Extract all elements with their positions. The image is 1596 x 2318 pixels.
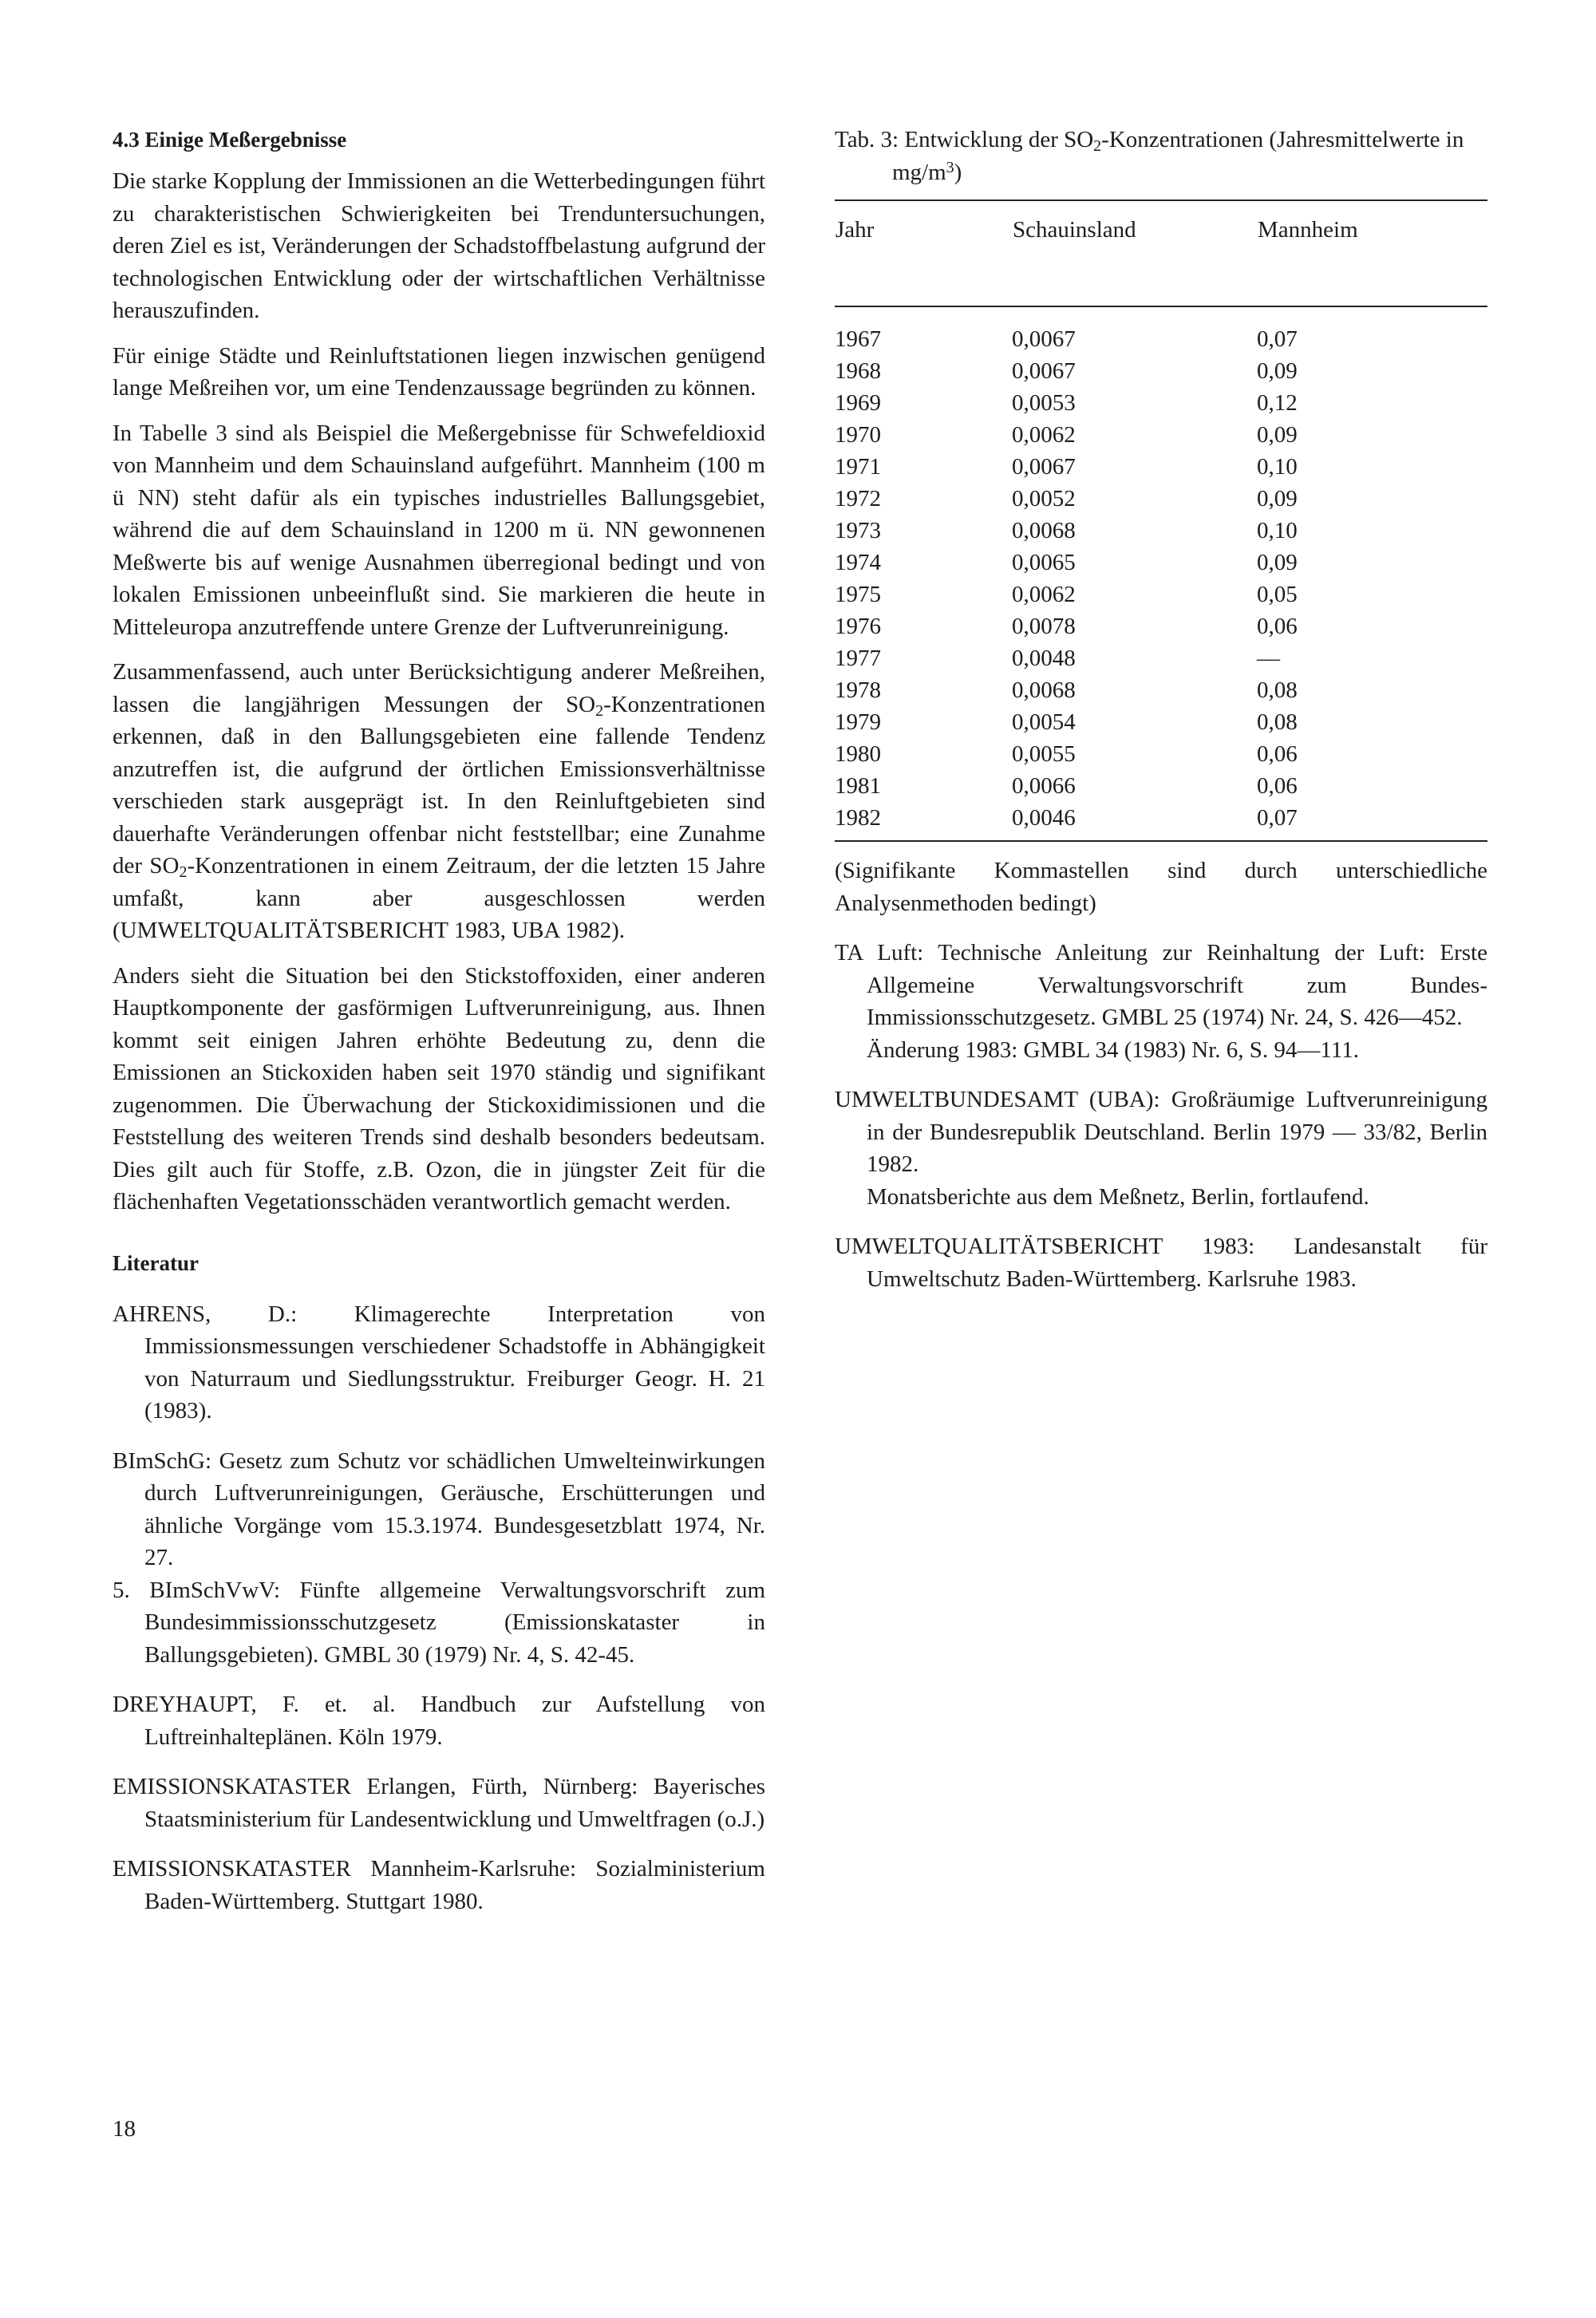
table-caption (835, 124, 1487, 188)
cell-mannheim: 0,05 (1257, 582, 1298, 607)
subscript: 2 (1093, 137, 1102, 155)
cell-year: 1970 (835, 422, 881, 448)
cell-schauinsland: 0,0066 (1012, 773, 1076, 799)
cell-year: 1976 (835, 614, 881, 639)
cell-schauinsland: 0,0062 (1012, 582, 1076, 607)
cell-schauinsland: 0,0067 (1012, 326, 1076, 352)
caption-part-a: Tab. 3: Entwicklung der SO (835, 127, 1094, 152)
paragraph-4 (113, 656, 765, 947)
caption-part-b: -Konzentrationen (Jahresmittelwerte in mg/m (892, 127, 1464, 185)
cell-schauinsland: 0,0054 (1012, 709, 1076, 735)
paragraph-4-part-b: -Konzentrationen erkennen, daß in den Ballungsgebieten eine fallende Tendenz anzutreffen ist, die aufgrund der örtlichen Emissionsverhältnisse verschieden stark ausgeprägt ist. In den Reinluftgebieten sind dauerhafte Veränderungen offenbar nicht feststellbar; eine Zunahme der SO (113, 691, 765, 879)
table-note: (Signifikante Kommastellen sind durch unterschiedliche Analysenmethoden bedingt) (835, 858, 1487, 916)
paragraph-1: Die starke Kopplung der Immissionen an die Wetterbedingungen führt zu charakteristischen Schwierigkeiten bei Trenduntersuchungen, deren Ziel es ist, Veränderungen der Schadstoffbelastung aufgrund der technologischen Entwicklung oder der wirtschaftlichen Verhältnisse herauszufinden. (113, 168, 765, 323)
cell-mannheim: 0,07 (1257, 326, 1298, 352)
cell-year: 1982 (835, 802, 1012, 841)
reference-ta-luft: TA Luft: Technische Anleitung zur Reinhaltung der Luft: Erste Allgemeine Verwaltungsvorschrift zum Bundes-Immissionsschutzgesetz. GMBL 25 (1974) Nr. 24, S. 426—452. (835, 940, 1487, 1030)
paragraph-5: Anders sieht die Situation bei den Stickstoffoxiden, einer anderen Hauptkomponente der gasförmigen Luftverunreinigung, aus. Ihnen kommt seit einigen Jahren erhöhte Bedeutung zu, denn die Emissionen an Stickoxiden haben seit 1970 ständig und signifikant zugenommen. Die Überwachung der Stickoxidimissionen und die Feststellung des weiteren Trends sind deshalb besonders bedeutsam. Dies gilt auch für Stoffe, z.B. Ozon, die in jüngster Zeit für die flächenhaften Vegetationsschäden verantwortlich gemacht werden. (113, 962, 765, 1214)
header-jahr: Jahr (835, 200, 1012, 306)
right-column (835, 124, 1487, 1313)
cell-mannheim: 0,09 (1257, 358, 1298, 384)
cell-schauinsland: 0,0068 (1012, 518, 1076, 543)
cell-mannheim: 0,06 (1257, 741, 1298, 767)
table-row (835, 355, 1487, 387)
cell-mannheim: 0,12 (1257, 390, 1298, 416)
cell-year: 1971 (835, 454, 881, 480)
cell-year: 1968 (835, 358, 881, 384)
reference-emissionskataster-mannheim: EMISSIONSKATASTER Mannheim-Karlsruhe: Sozialministerium Baden-Württemberg. Stuttgart 1980. (113, 1856, 765, 1914)
table-row (835, 738, 1487, 770)
table-row (835, 419, 1487, 451)
cell-schauinsland: 0,0046 (1012, 802, 1257, 841)
paragraph-2: Für einige Städte und Reinluftstationen liegen inzwischen genügend lange Meßreihen vor, um eine Tendenzaussage begründen zu können. (113, 342, 765, 401)
cell-schauinsland: 0,0067 (1012, 454, 1076, 480)
cell-schauinsland: 0,0055 (1012, 741, 1076, 767)
cell-schauinsland: 0,0067 (1012, 358, 1076, 384)
table-row (835, 610, 1487, 642)
cell-mannheim: 0,10 (1257, 454, 1298, 480)
table-row (835, 642, 1487, 674)
cell-mannheim: 0,06 (1257, 773, 1298, 799)
cell-year: 1975 (835, 582, 881, 607)
reference-umweltqualitaetsbericht: UMWELTQUALITÄTSBERICHT 1983: Landesanstalt für Umweltschutz Baden-Württemberg. Karlsruhe 1983. (835, 1234, 1487, 1292)
subscript: 2 (179, 863, 188, 881)
cell-mannheim: 0,07 (1257, 802, 1487, 841)
superscript: 3 (946, 158, 954, 176)
cell-mannheim: 0,09 (1257, 550, 1298, 575)
paragraph-3: In Tabelle 3 sind als Beispiel die Meßergebnisse für Schwefeldioxid von Mannheim und dem Schauinsland aufgeführt. Mannheim (100 m ü NN) steht dafür als ein typisches industrielles Ballungsgebiet, während die auf dem Schauinsland in 1200 m ü. NN gewonnenen Meßwerte bis auf wenige Ausnahmen überregional bedingt und von lokalen Emissionen unbeeinflußt sind. Sie markieren die heute in Mitteleuropa anzutreffende untere Grenze der Luftverunreinigung. (113, 420, 765, 640)
table-body (835, 306, 1487, 841)
cell-year: 1981 (835, 773, 881, 799)
cell-year: 1977 (835, 646, 881, 671)
cell-mannheim: 0,08 (1257, 709, 1298, 735)
cell-schauinsland: 0,0065 (1012, 550, 1076, 575)
table-row (835, 579, 1487, 610)
table-row (835, 770, 1487, 802)
cell-mannheim: 0,08 (1257, 677, 1298, 703)
cell-year: 1980 (835, 741, 881, 767)
header-schauinsland: Schauinsland (1012, 200, 1257, 306)
cell-mannheim: — (1257, 646, 1280, 671)
cell-schauinsland: 0,0068 (1012, 677, 1076, 703)
reference-bimschg: BImSchG: Gesetz zum Schutz vor schädlichen Umwelteinwirkungen durch Luftverunreinigungen, Geräusche, Erschütterungen und ähnliche Vorgänge vom 15.3.1974. Bundesgesetzblatt 1974, Nr. 27. (113, 1447, 765, 1570)
table-row (835, 387, 1487, 419)
paragraph-4-part-a: Zusammenfassend, auch unter Berücksichtigung anderer Meßreihen, lassen die langjährigen Messungen der SO (113, 659, 765, 717)
table-row (835, 515, 1487, 547)
so2-table (835, 199, 1487, 842)
cell-mannheim: 0,06 (1257, 614, 1298, 639)
paragraph-4-part-c: -Konzentrationen in einem Zeitraum, der die letzten 15 Jahre umfaßt, kann aber ausgeschlossen werden (UMWELTQUALITÄTSBERICHT 1983, UBA 1982). (113, 853, 765, 943)
caption-part-c: ) (954, 159, 962, 185)
cell-year: 1973 (835, 518, 881, 543)
table-row (835, 451, 1487, 483)
reference-ahrens: AHRENS, D.: Klimagerechte Interpretation von Immissionsmessungen verschiedener Schadstoffe in Abhängigkeit von Naturraum und Siedlungsstruktur. Freiburger Geogr. H. 21 (1983). (113, 1301, 765, 1424)
cell-year: 1979 (835, 709, 881, 735)
cell-schauinsland: 0,0062 (1012, 422, 1076, 448)
left-column (113, 124, 765, 1935)
header-mannheim: Mannheim (1257, 200, 1487, 306)
cell-schauinsland: 0,0053 (1012, 390, 1076, 416)
cell-schauinsland: 0,0048 (1012, 646, 1076, 671)
reference-dreyhaupt: DREYHAUPT, F. et. al. Handbuch zur Aufstellung von Luftreinhalteplänen. Köln 1979. (113, 1692, 765, 1750)
table-row (835, 674, 1487, 706)
cell-mannheim: 0,09 (1257, 422, 1298, 448)
reference-emissionskataster-erlangen: EMISSIONSKATASTER Erlangen, Fürth, Nürnberg: Bayerisches Staatsministerium für Landesentwicklung und Umweltfragen (o.J.) (113, 1774, 765, 1832)
table-row (835, 547, 1487, 579)
table-row (835, 802, 1487, 841)
literature-heading: Literatur (113, 1250, 199, 1275)
section-heading: 4.3 Einige Meßergebnisse (113, 128, 347, 152)
reference-uba-monthly: Monatsberichte aus dem Meßnetz, Berlin, fortlaufend. (867, 1183, 1369, 1210)
table-header-row (835, 200, 1487, 306)
reference-uba: UMWELTBUNDESAMT (UBA): Großräumige Luftverunreinigung in der Bundesrepublik Deutschland. Berlin 1979 — 33/82, Berlin 1982. (835, 1087, 1487, 1177)
subscript: 2 (595, 701, 604, 720)
table-row (835, 706, 1487, 738)
cell-year: 1978 (835, 677, 881, 703)
cell-schauinsland: 0,0078 (1012, 614, 1076, 639)
reference-ta-luft-amendment: Änderung 1983: GMBL 34 (1983) Nr. 6, S. 94—111. (867, 1037, 1360, 1063)
table-row (835, 306, 1487, 355)
page-number: 18 (113, 2116, 136, 2142)
cell-schauinsland: 0,0052 (1012, 486, 1076, 511)
cell-mannheim: 0,10 (1257, 518, 1298, 543)
cell-year: 1967 (835, 326, 881, 352)
cell-year: 1972 (835, 486, 881, 511)
reference-bimschvwv: 5. BImSchVwV: Fünfte allgemeine Verwaltungsvorschrift zum Bundesimmissionsschutzgesetz (Emissionskataster in Ballungsgebieten). GMBL 30 (1979) Nr. 4, S. 42-45. (113, 1577, 765, 1668)
table-row (835, 483, 1487, 515)
cell-year: 1974 (835, 550, 881, 575)
cell-year: 1969 (835, 390, 881, 416)
cell-mannheim: 0,09 (1257, 486, 1298, 511)
